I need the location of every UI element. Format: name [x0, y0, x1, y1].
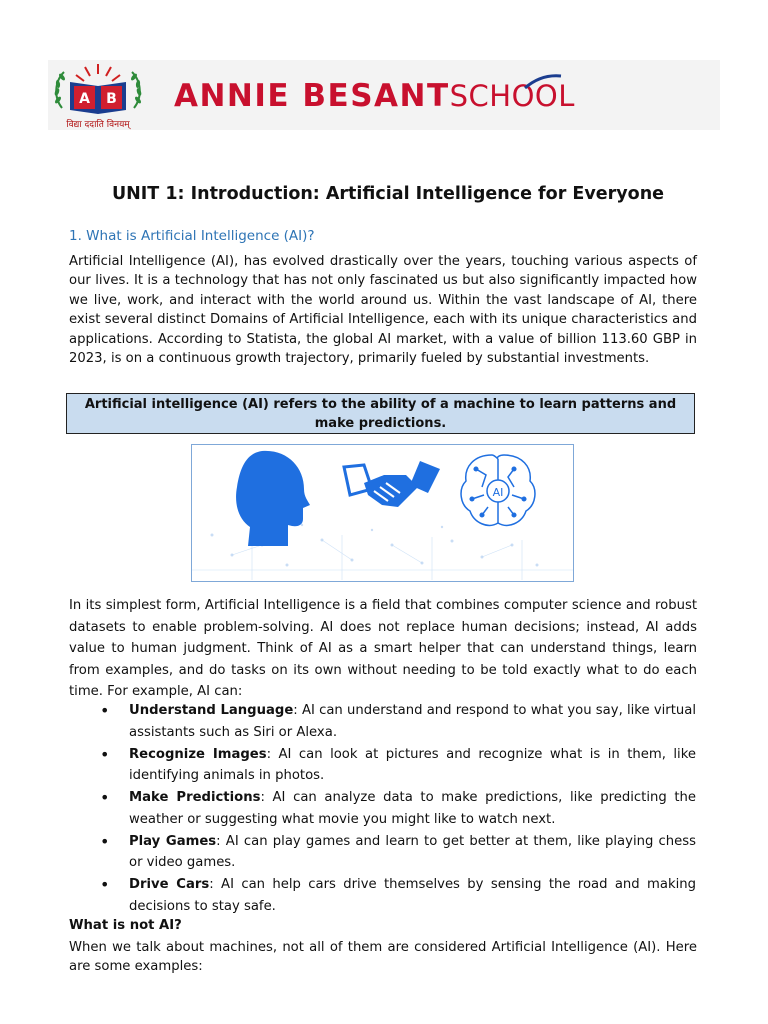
school-name — [174, 78, 575, 118]
list-item — [100, 744, 696, 787]
list-item-text: AI can help cars drive themselves by sensing the road and making decisions to stay safe. — [129, 877, 696, 914]
school-name-bold: ANNIE BESANT — [174, 78, 450, 114]
logo-letter-a: A — [79, 91, 90, 107]
list-item — [100, 831, 696, 874]
bullet-icon: • — [100, 788, 110, 807]
list-item-text: AI can understand and respond to what you say, like virtual assistants such as Siri or Alexa. — [129, 703, 696, 740]
bullet-icon: • — [100, 831, 110, 851]
list-item-separator: : — [293, 703, 302, 718]
list-item-text: AI can look at pictures and recognize what is in them, like identifying animals in photos. — [129, 746, 696, 783]
bullet-icon: • — [100, 744, 110, 764]
human-head-icon — [236, 451, 310, 546]
ai-illustration — [191, 444, 574, 582]
handshake-icon — [344, 461, 440, 507]
list-item — [100, 874, 696, 917]
unit-title: UNIT 1: Introduction: Artificial Intelligence for Everyone — [111, 184, 665, 204]
list-item-term: Drive Cars — [129, 877, 210, 892]
list-item-separator: : — [266, 746, 279, 762]
bullet-icon: • — [100, 701, 110, 720]
section-heading: 1. What is Artificial Intelligence (AI)? — [69, 228, 315, 244]
list-item — [100, 787, 696, 830]
list-item-term: Recognize Images — [129, 746, 267, 762]
list-item-term: Make Predictions — [129, 790, 261, 805]
list-item-text: AI can analyze data to make predictions, like predicting the weather or suggesting what movie you might like to watch next. — [129, 790, 696, 827]
bullet-icon: • — [100, 875, 110, 894]
what-is-not-ai-heading: What is not AI? — [69, 918, 182, 933]
simplest-form-paragraph: In its simplest form, Artificial Intelligence is a field that combines computer science and robust datasets to enable problem-solving. AI does not replace human decisions; instead, AI adds value to human judgment. Think of AI as a smart helper that can understand things, learn from examples, and do tasks on its own without needing to be told exactly what to do each time. For example, AI can: — [69, 598, 697, 699]
definition-callout: Artificial intelligence (AI) refers to the ability of a machine to learn patterns and make predictions. — [66, 393, 695, 434]
logo-letter-b: B — [106, 91, 117, 107]
list-item-separator: : — [209, 877, 222, 892]
logo-motto: विद्या ददाति विनयम् — [66, 120, 130, 130]
school-banner — [48, 60, 720, 130]
not-ai-paragraph: When we talk about machines, not all of them are considered Artificial Intelligence (AI). Here are some examples: — [69, 940, 697, 975]
ai-capabilities-list — [100, 700, 696, 918]
swoosh-icon — [523, 72, 563, 92]
list-item-term: Play Games — [129, 833, 217, 849]
school-name-light: SCHOOL — [449, 79, 575, 113]
intro-paragraph: Artificial Intelligence (AI), has evolved drastically over the years, touching various aspects of our lives. It is a technology that has not only fascinated us but also significantly impacted how we live, work, and interact with the world around us. Within the vast landscape of AI, there exist several distinct Domains of Artificial Intelligence, each with its unique characteristics and applications. According to Statista, the global AI market, with a value of billion 113.60 GBP in 2023, is on a continuous growth trajectory, primarily fueled by substantial investments. — [69, 254, 697, 367]
list-item-term: Understand Language — [129, 703, 294, 718]
school-logo — [48, 60, 148, 130]
list-item — [100, 700, 696, 743]
list-item-separator: : — [216, 833, 226, 849]
list-item-separator: : — [260, 790, 273, 805]
brain-label: AI — [492, 486, 504, 499]
list-item-text: AI can play games and learn to get better at them, like playing chess or video games. — [129, 833, 697, 870]
